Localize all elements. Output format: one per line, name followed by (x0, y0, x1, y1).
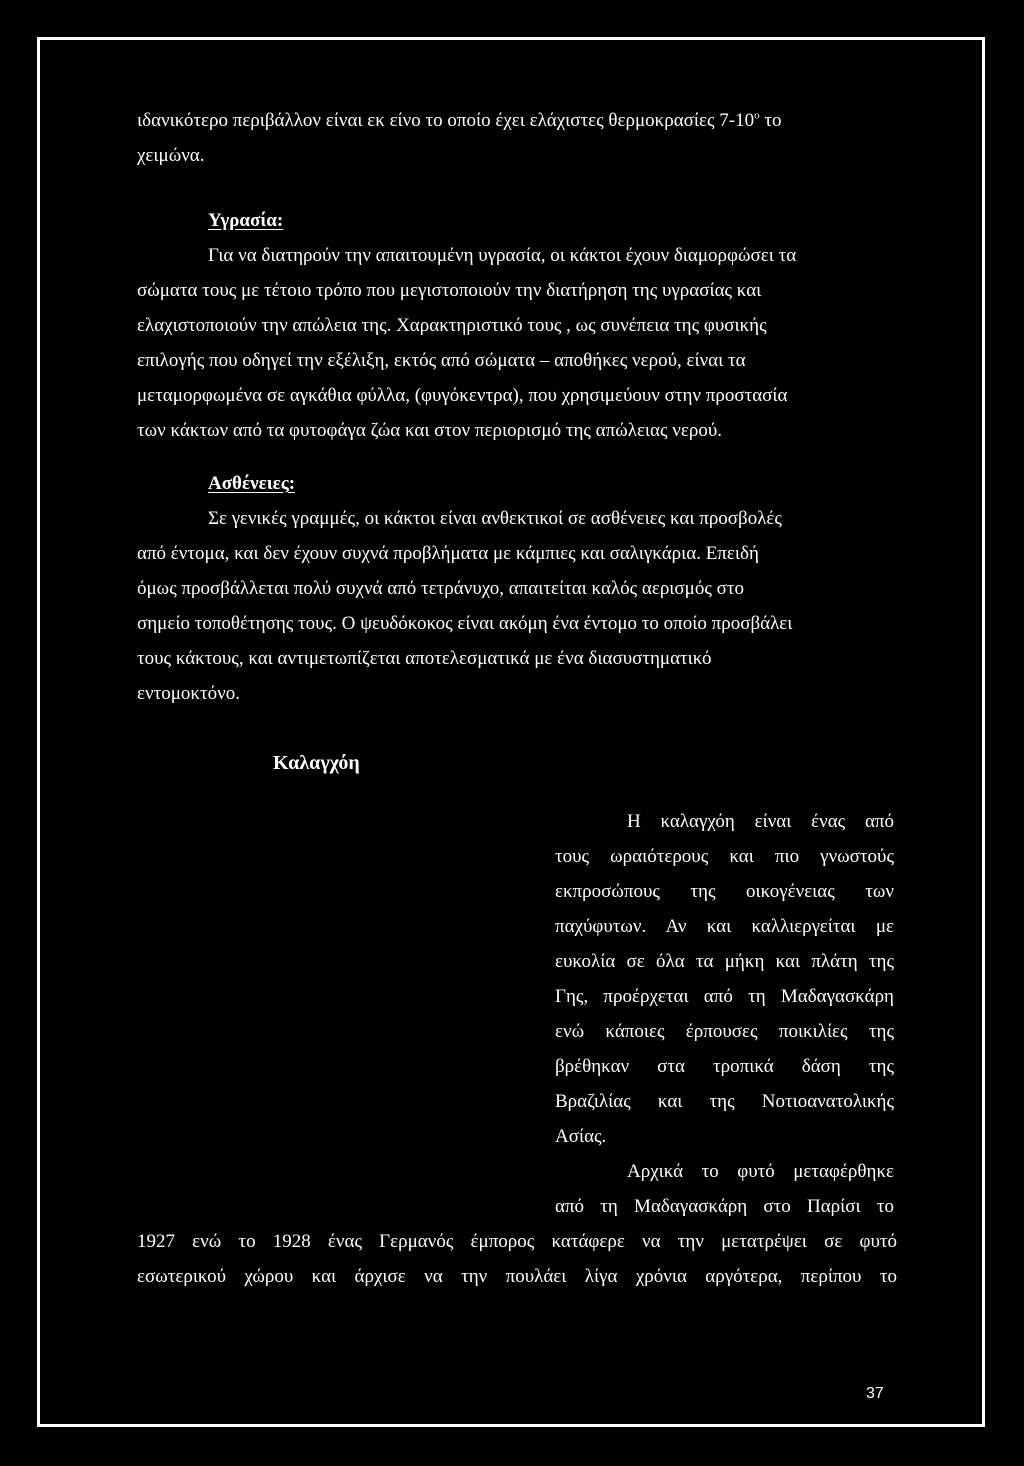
intro-line-2: χειμώνα. (137, 145, 205, 166)
kalanchoe-line: εκπροσώπους της οικογένειας των (555, 881, 894, 902)
kalanchoe-wide-line: εσωτερικού χώρου και άρχισε να την πουλάει λίγα χρόνια αργότερα, περίπου το (137, 1266, 897, 1287)
kalanchoe-line: Αρχικά το φυτό μεταφέρθηκε (627, 1161, 894, 1182)
page-number: 37 (866, 1385, 884, 1402)
kalanchoe-line: τους ωραιότερους και πιο γνωστούς (555, 846, 894, 867)
diseases-heading: Ασθένειες: (208, 473, 296, 494)
kalanchoe-line: βρέθηκαν στα τροπικά δάση της (555, 1056, 894, 1077)
kalanchoe-line: από τη Μαδαγασκάρη στο Παρίσι το (555, 1196, 894, 1217)
kalanchoe-line: ενώ κάποιες έρπουσες ποικιλίες της (555, 1021, 894, 1042)
humidity-line: επιλογής που οδηγεί την εξέλιξη, εκτός από σώματα – αποθήκες νερού, είναι τα (137, 350, 746, 371)
humidity-line: μεταμορφωμένα σε αγκάθια φύλλα, (φυγόκεντρα), που χρησιμεύουν στην προστασία (137, 385, 788, 406)
diseases-line: σημείο τοποθέτησης τους. Ο ψευδόκοκος είναι ακόμη ένα έντομο το οποίο προσβάλει (137, 613, 793, 634)
humidity-line: των κάκτων από τα φυτοφάγα ζώα και στον περιορισμό της απώλειας νερού. (137, 420, 722, 441)
kalanchoe-narrow-column (555, 804, 894, 1224)
diseases-line: τους κάκτους, και αντιμετωπίζεται αποτελεσματικά με ένα διασυστηματικό (137, 648, 712, 669)
degree-superscript: ο (754, 109, 760, 122)
intro-line-1 (137, 103, 897, 138)
humidity-line: ελαχιστοποιούν την απώλεια της. Χαρακτηριστικό τους , ως συνέπεια της φυσικής (137, 315, 767, 336)
humidity-heading: Υγρασία: (208, 210, 284, 231)
diseases-line: όμως προσβάλλεται πολύ συχνά από τετράνυχο, απαιτείται καλός αερισμός στο (137, 578, 744, 599)
kalanchoe-line: Ασίας. (555, 1126, 607, 1147)
document-body (137, 103, 897, 1294)
intro-text: ιδανικότερο περιβάλλον είναι εκ είνο το οποίο έχει ελάχιστες θερμοκρασίες 7-10 (137, 110, 755, 131)
diseases-line: από έντομα, και δεν έχουν συχνά προβλήματα με κάμπιες και σαλιγκάρια. Επειδή (137, 543, 759, 564)
kalanchoe-wide-line: 1927 ενώ το 1928 ένας Γερμανός έμπορος κατάφερε να την μετατρέψει σε φυτό (137, 1231, 897, 1252)
kalanchoe-line: Γης, προέρχεται από τη Μαδαγασκάρη (555, 986, 894, 1007)
kalanchoe-line: ευκολία σε όλα τα μήκη και πλάτη της (555, 951, 894, 972)
humidity-line: Για να διατηρούν την απαιτουμένη υγρασία, οι κάκτοι έχουν διαμορφώσει τα (208, 245, 797, 266)
diseases-line: Σε γενικές γραμμές, οι κάκτοι είναι ανθεκτικοί σε ασθένειες και προσβολές (208, 508, 782, 529)
kalanchoe-line: Η καλαγχόη είναι ένας από (627, 811, 894, 832)
intro-text-tail: το (759, 110, 782, 131)
kalanchoe-heading: Καλαγχόη (273, 752, 360, 774)
kalanchoe-line: παχύφυτων. Αν και καλλιεργείται με (555, 916, 894, 937)
kalanchoe-line: Βραζιλίας και της Νοτιοανατολικής (555, 1091, 894, 1112)
diseases-line: εντομοκτόνο. (137, 683, 240, 704)
humidity-line: σώματα τους με τέτοιο τρόπο που μεγιστοποιούν την διατήρηση της υγρασίας και (137, 280, 762, 301)
